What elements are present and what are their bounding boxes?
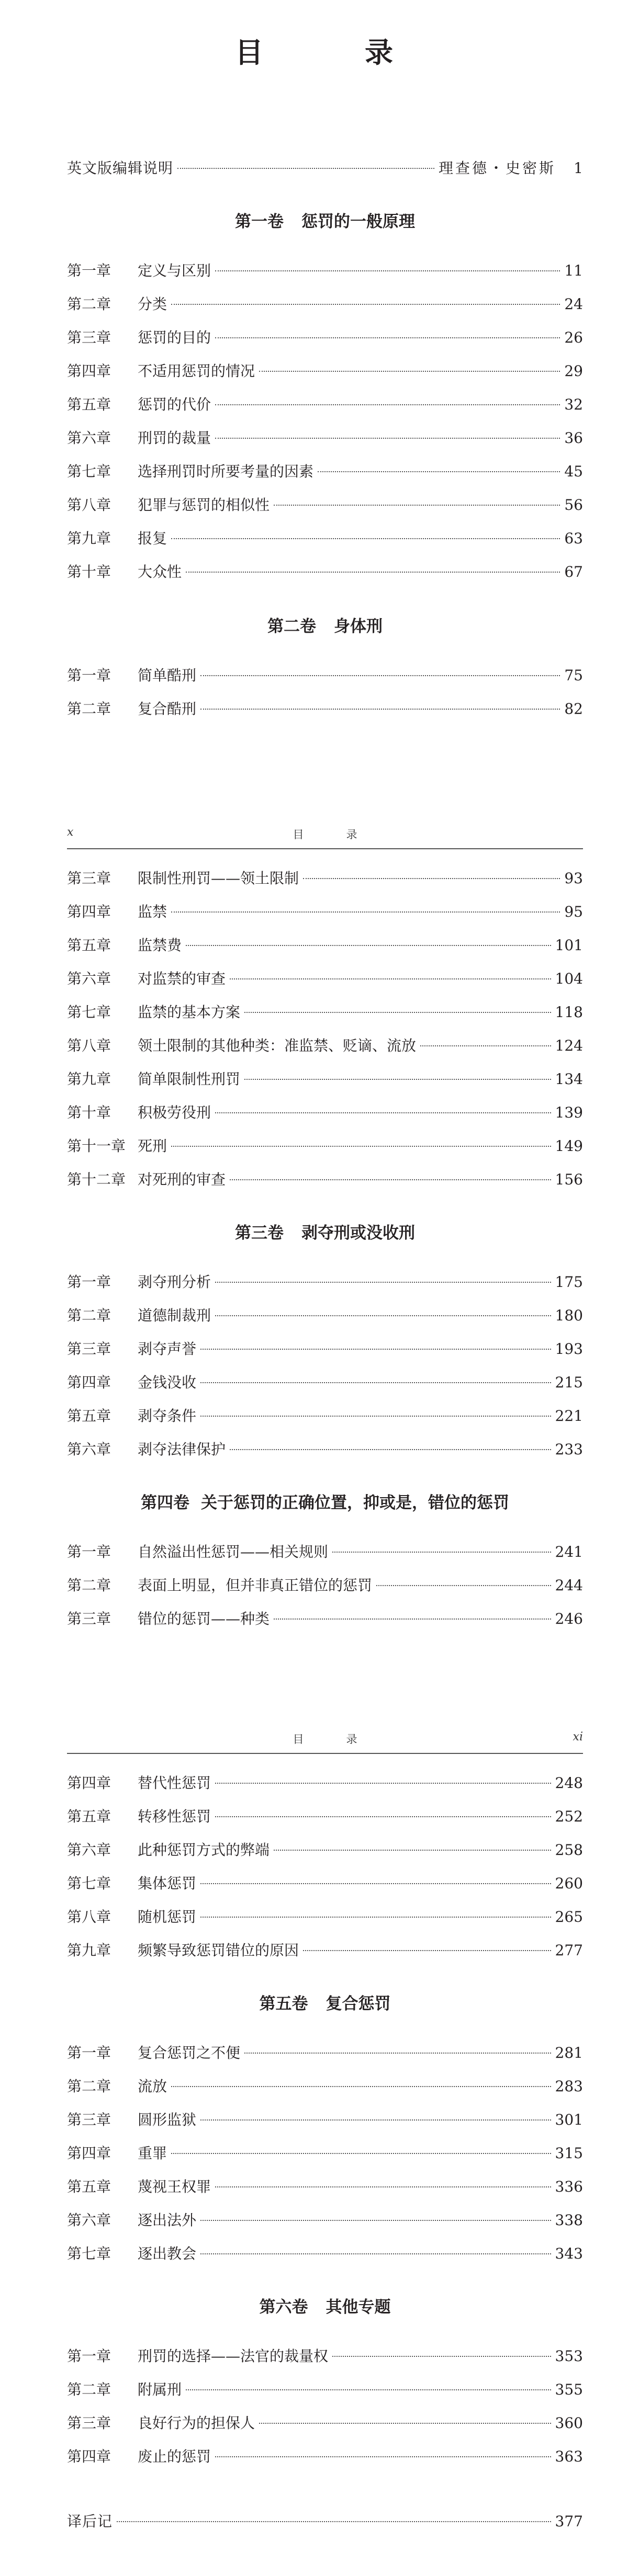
chapter-title: 转移性惩罚 — [138, 1808, 211, 1825]
running-head-page-number: xi — [573, 1730, 583, 1743]
toc-entry[interactable] — [67, 1096, 583, 1130]
chapter-title: 报复 — [138, 530, 167, 547]
toc-page-3 — [0, 1726, 628, 2576]
chapter-title: 剥夺条件 — [138, 1407, 197, 1424]
page-title: 目 录 — [235, 36, 430, 69]
entry-page-number: 175 — [555, 1273, 583, 1291]
toc-entry[interactable] — [67, 2340, 583, 2373]
chapter-number: 第八章 — [67, 1037, 111, 1054]
chapter-number: 第三章 — [67, 329, 111, 346]
entry-page-number: 124 — [555, 1037, 583, 1054]
entry-page-number: 1 — [574, 159, 583, 177]
chapter-number: 第二章 — [67, 2078, 111, 2095]
dot-leader — [200, 1416, 551, 1417]
toc-entry[interactable] — [67, 2440, 583, 2474]
chapter-title: 随机惩罚 — [138, 1908, 197, 1925]
chapter-title: 对死刑的审查 — [138, 1171, 226, 1188]
entry-page-number: 281 — [555, 2044, 583, 2061]
entry-page-number: 363 — [555, 2448, 583, 2465]
chapter-number: 第十二章 — [67, 1171, 126, 1188]
toc-entry[interactable] — [67, 1299, 583, 1332]
chapter-title: 剥夺声誉 — [138, 1340, 197, 1358]
toc-entry[interactable] — [67, 522, 583, 555]
entry-page-number: 377 — [555, 2513, 583, 2530]
chapter-title: 金钱没收 — [138, 1374, 197, 1391]
toc-entry-afterword[interactable] — [67, 2505, 583, 2538]
chapter-number: 第三章 — [67, 1610, 111, 1627]
chapter-title: 蔑视王权罪 — [138, 2178, 211, 2195]
chapter-title: 圆形监狱 — [138, 2111, 197, 2128]
chapter-title: 替代性惩罚 — [138, 1774, 211, 1792]
dot-leader — [274, 1618, 551, 1620]
chapter-list — [67, 862, 583, 1196]
dot-leader — [215, 1783, 551, 1784]
chapter-number: 第五章 — [67, 396, 111, 413]
dot-leader — [171, 538, 560, 539]
toc-entry[interactable] — [67, 2070, 583, 2103]
chapter-list — [67, 1766, 583, 1967]
chapter-title: 频繁导致惩罚错位的原因 — [138, 1942, 299, 1959]
entry-page-number: 32 — [564, 396, 583, 413]
toc-entry[interactable] — [67, 929, 583, 962]
volume-heading[interactable] — [67, 1214, 583, 1252]
dot-leader — [200, 1883, 551, 1884]
chapter-title: 分类 — [138, 295, 167, 313]
header-rule — [67, 1753, 583, 1754]
dot-leader — [230, 1449, 551, 1450]
chapter-number: 第六章 — [67, 1841, 111, 1859]
entry-page-number: 315 — [555, 2145, 583, 2162]
entry-author: 理查德・史密斯 — [438, 159, 556, 177]
volume-title: 剥夺刑或没收刑 — [301, 1224, 415, 1243]
dot-leader — [171, 304, 560, 305]
dot-leader — [177, 168, 434, 169]
chapter-title: 选择刑罚时所要考量的因素 — [138, 463, 314, 480]
chapter-title: 表面上明显，但并非真正错位的惩罚 — [138, 1577, 373, 1594]
dot-leader — [230, 1179, 551, 1180]
entry-page-number: 95 — [564, 903, 583, 920]
chapter-title: 逐出法外 — [138, 2212, 197, 2229]
chapter-number: 第五章 — [67, 1407, 111, 1424]
entry-page-number: 221 — [555, 1407, 583, 1424]
chapter-title: 剥夺法律保护 — [138, 1441, 226, 1458]
chapter-title: 此种惩罚方式的弊端 — [138, 1841, 270, 1859]
chapter-number: 第二章 — [67, 700, 111, 717]
entry-page-number: 360 — [555, 2414, 583, 2432]
toc-entry[interactable] — [67, 1399, 583, 1433]
volume-number: 第三卷 — [235, 1224, 284, 1243]
entry-page-number: 260 — [555, 1875, 583, 1892]
chapter-number: 第六章 — [67, 1441, 111, 1458]
volume-heading[interactable] — [67, 1484, 583, 1522]
entry-page-number: 193 — [555, 1340, 583, 1358]
chapter-number: 第四章 — [67, 1374, 111, 1391]
toc-list — [67, 1766, 583, 2538]
toc-entry[interactable] — [67, 1833, 583, 1867]
dot-leader — [318, 471, 560, 472]
volume-number: 第四卷 — [141, 1494, 189, 1512]
chapter-title: 集体惩罚 — [138, 1875, 197, 1892]
chapter-list — [67, 2340, 583, 2474]
entry-page-number: 248 — [555, 1774, 583, 1792]
chapter-number: 第六章 — [67, 2212, 111, 2229]
dot-leader — [259, 371, 560, 372]
chapter-title: 监禁费 — [138, 937, 182, 954]
chapter-number: 第一章 — [67, 1543, 111, 1560]
chapter-title: 自然溢出性惩罚——相关规则 — [138, 1543, 329, 1560]
toc-entry[interactable] — [67, 1130, 583, 1163]
volume-heading[interactable] — [67, 1985, 583, 2023]
toc-entry[interactable] — [67, 1332, 583, 1366]
volume-heading[interactable] — [67, 203, 583, 241]
toc-entry[interactable] — [67, 659, 583, 692]
header-rule — [67, 848, 583, 849]
dot-leader — [215, 270, 560, 271]
entry-page-number: 265 — [555, 1908, 583, 1925]
chapter-number: 第一章 — [67, 2044, 111, 2061]
toc-entry[interactable] — [67, 1163, 583, 1196]
chapter-title: 对监禁的审查 — [138, 970, 226, 987]
entry-page-number: 258 — [555, 1841, 583, 1859]
volume-title: 关于惩罚的正确位置，抑或是，错位的惩罚 — [201, 1494, 509, 1512]
toc-entry[interactable] — [67, 1900, 583, 1934]
entry-page-number: 82 — [564, 700, 583, 717]
dot-leader — [200, 709, 560, 710]
toc-entry[interactable] — [67, 1433, 583, 1466]
entry-page-number: 301 — [555, 2111, 583, 2128]
dot-leader — [274, 505, 560, 506]
chapter-title: 刑罚的裁量 — [138, 429, 211, 447]
running-head-page-number: x — [67, 826, 74, 839]
toc-entry[interactable] — [67, 2137, 583, 2170]
chapter-list — [67, 2036, 583, 2271]
dot-leader — [376, 1585, 551, 1586]
toc-entry[interactable] — [67, 1266, 583, 1299]
toc-entry[interactable] — [67, 288, 583, 321]
chapter-number: 第四章 — [67, 362, 111, 380]
toc-entry[interactable] — [67, 555, 583, 589]
dot-leader — [215, 438, 560, 439]
volume-number: 第二卷 — [267, 617, 316, 636]
toc-list — [67, 152, 583, 726]
chapter-title: 流放 — [138, 2078, 167, 2095]
toc-entry[interactable] — [67, 862, 583, 895]
running-head-title: 目 录 — [293, 1733, 373, 1746]
toc-entry[interactable] — [67, 1766, 583, 1800]
chapter-title: 错位的惩罚——种类 — [138, 1610, 270, 1627]
chapter-number: 第二章 — [67, 1577, 111, 1594]
toc-entry[interactable] — [67, 962, 583, 996]
chapter-title: 积极劳役刑 — [138, 1104, 211, 1121]
chapter-title: 大众性 — [138, 563, 182, 580]
chapter-title: 剥夺刑分析 — [138, 1273, 211, 1291]
dot-leader — [200, 2220, 551, 2221]
entry-page-number: 24 — [564, 295, 583, 313]
entry-page-number: 283 — [555, 2078, 583, 2095]
entry-page-number: 215 — [555, 1374, 583, 1391]
dot-leader — [200, 2119, 551, 2121]
chapter-title: 不适用惩罚的情况 — [138, 362, 255, 380]
volume-number: 第五卷 — [259, 1994, 308, 2013]
toc-entry[interactable] — [67, 1934, 583, 1967]
dot-leader — [200, 1917, 551, 1918]
toc-entry[interactable] — [67, 1029, 583, 1063]
chapter-list — [67, 254, 583, 589]
dot-leader — [215, 1282, 551, 1283]
dot-leader — [259, 2423, 551, 2424]
toc-entry[interactable] — [67, 1800, 583, 1833]
chapter-number: 第七章 — [67, 1875, 111, 1892]
volume-heading[interactable] — [67, 2288, 583, 2326]
chapter-number: 第三章 — [67, 870, 111, 887]
toc-entry[interactable] — [67, 1063, 583, 1096]
entry-page-number: 233 — [555, 1441, 583, 1458]
entry-page-number: 75 — [564, 667, 583, 684]
chapter-number: 第七章 — [67, 2245, 111, 2262]
dot-leader — [215, 2186, 551, 2187]
volume-number: 第六卷 — [259, 2298, 308, 2317]
chapter-title: 复合酷刑 — [138, 700, 197, 717]
entry-page-number: 139 — [555, 1104, 583, 1121]
chapter-title: 死刑 — [138, 1137, 167, 1155]
chapter-number: 第十一章 — [67, 1137, 126, 1155]
entry-page-number: 29 — [564, 362, 583, 380]
chapter-title: 简单限制性刑罚 — [138, 1070, 241, 1088]
dot-leader — [244, 2053, 551, 2054]
dot-leader — [171, 911, 560, 913]
dot-leader — [215, 1816, 551, 1817]
entry-page-number: 149 — [555, 1137, 583, 1155]
toc-entry[interactable] — [67, 2237, 583, 2271]
chapter-number: 第一章 — [67, 2347, 111, 2365]
dot-leader — [215, 337, 560, 338]
dot-leader — [303, 1950, 551, 1951]
dot-leader — [200, 1382, 551, 1383]
chapter-number: 第六章 — [67, 429, 111, 447]
toc-entry[interactable] — [67, 1602, 583, 1636]
chapter-list — [67, 659, 583, 726]
chapter-number: 第五章 — [67, 1808, 111, 1825]
running-head — [67, 821, 583, 842]
entry-page-number: 93 — [564, 870, 583, 887]
running-head-title: 目 录 — [293, 828, 373, 841]
toc-entry[interactable] — [67, 996, 583, 1029]
chapter-title: 惩罚的目的 — [138, 329, 211, 346]
chapter-number: 第一章 — [67, 667, 111, 684]
chapter-title: 犯罪与惩罚的相似性 — [138, 496, 270, 514]
dot-leader — [200, 675, 560, 676]
volume-title: 其他专题 — [326, 2298, 391, 2317]
chapter-title: 良好行为的担保人 — [138, 2414, 255, 2432]
chapter-number: 第七章 — [67, 463, 111, 480]
toc-entry[interactable] — [67, 2407, 583, 2440]
entry-page-number: 277 — [555, 1942, 583, 1959]
entry-page-number: 118 — [555, 1004, 583, 1021]
chapter-number: 第七章 — [67, 1004, 111, 1021]
toc-entry[interactable] — [67, 1366, 583, 1399]
toc-entry-preface[interactable] — [67, 152, 583, 185]
chapter-number: 第二章 — [67, 295, 111, 313]
toc-entry[interactable] — [67, 895, 583, 929]
entry-page-number: 104 — [555, 970, 583, 987]
entry-page-number: 63 — [564, 530, 583, 547]
chapter-number: 第一章 — [67, 1273, 111, 1291]
chapter-number: 第九章 — [67, 530, 111, 547]
dot-leader — [186, 945, 551, 946]
volume-title: 身体刑 — [334, 617, 383, 636]
dot-leader — [171, 2086, 551, 2087]
chapter-number: 第十章 — [67, 563, 111, 580]
toc-entry[interactable] — [67, 2373, 583, 2407]
dot-leader — [274, 1850, 551, 1851]
dot-leader — [420, 1045, 551, 1046]
toc-entry[interactable] — [67, 2170, 583, 2204]
entry-page-number: 36 — [564, 429, 583, 447]
chapter-number: 第三章 — [67, 2414, 111, 2432]
entry-page-number: 11 — [564, 262, 583, 279]
chapter-number: 第十章 — [67, 1104, 111, 1121]
toc-entry[interactable] — [67, 455, 583, 488]
toc-entry[interactable] — [67, 1535, 583, 1569]
toc-entry[interactable] — [67, 1569, 583, 1602]
chapter-number: 第九章 — [67, 1070, 111, 1088]
dot-leader — [200, 1349, 551, 1350]
chapter-title: 监禁的基本方案 — [138, 1004, 241, 1021]
toc-entry[interactable] — [67, 388, 583, 421]
toc-entry[interactable] — [67, 254, 583, 288]
chapter-number: 第二章 — [67, 2381, 111, 2398]
toc-entry[interactable] — [67, 321, 583, 355]
dot-leader — [200, 2253, 551, 2254]
dot-leader — [244, 1079, 551, 1080]
dot-leader — [332, 1552, 551, 1553]
entry-page-number: 180 — [555, 1307, 583, 1324]
entry-page-number: 338 — [555, 2212, 583, 2229]
chapter-number: 第二章 — [67, 1307, 111, 1324]
chapter-title: 逐出教会 — [138, 2245, 197, 2262]
entry-page-number: 26 — [564, 329, 583, 346]
entry-page-number: 241 — [555, 1543, 583, 1560]
chapter-title: 重罪 — [138, 2145, 167, 2162]
volume-heading[interactable] — [67, 608, 583, 645]
chapter-number: 第四章 — [67, 2145, 111, 2162]
chapter-list — [67, 1266, 583, 1466]
entry-page-number: 156 — [555, 1171, 583, 1188]
dot-leader — [186, 572, 560, 573]
toc-entry[interactable] — [67, 1867, 583, 1900]
entry-label: 英文版编辑说明 — [67, 159, 174, 177]
entry-page-number: 45 — [564, 463, 583, 480]
entry-page-number: 244 — [555, 1577, 583, 1594]
entry-page-number: 355 — [555, 2381, 583, 2398]
entry-label: 译后记 — [67, 2513, 113, 2530]
dot-leader — [215, 1112, 551, 1113]
dot-leader — [230, 978, 551, 979]
dot-leader — [332, 2356, 551, 2357]
chapter-title: 限制性刑罚——领土限制 — [138, 870, 299, 887]
toc-entry[interactable] — [67, 2204, 583, 2237]
dot-leader — [215, 404, 560, 405]
dot-leader — [303, 878, 560, 879]
entry-page-number: 252 — [555, 1808, 583, 1825]
chapter-number: 第三章 — [67, 1340, 111, 1358]
toc-entry[interactable] — [67, 488, 583, 522]
dot-leader — [244, 1012, 551, 1013]
toc-entry[interactable] — [67, 2103, 583, 2137]
entry-page-number: 353 — [555, 2347, 583, 2365]
chapter-list — [67, 1535, 583, 1636]
toc-entry[interactable] — [67, 421, 583, 455]
volume-title: 惩罚的一般原理 — [301, 212, 415, 231]
toc-list — [67, 862, 583, 1636]
entry-page-number: 67 — [564, 563, 583, 580]
chapter-title: 附属刑 — [138, 2381, 182, 2398]
chapter-number: 第八章 — [67, 1908, 111, 1925]
dot-leader — [215, 1315, 551, 1316]
chapter-number: 第一章 — [67, 262, 111, 279]
toc-entry[interactable] — [67, 2036, 583, 2070]
chapter-number: 第四章 — [67, 2448, 111, 2465]
chapter-title: 道德制裁刑 — [138, 1307, 211, 1324]
dot-leader — [171, 2153, 551, 2154]
entry-page-number: 56 — [564, 496, 583, 514]
dot-leader — [171, 1146, 551, 1147]
entry-page-number: 343 — [555, 2245, 583, 2262]
toc-entry[interactable] — [67, 355, 583, 388]
dot-leader — [215, 2456, 551, 2457]
chapter-number: 第五章 — [67, 937, 111, 954]
chapter-title: 惩罚的代价 — [138, 396, 211, 413]
toc-page-1 — [0, 0, 628, 774]
entry-page-number: 336 — [555, 2178, 583, 2195]
running-head — [67, 1726, 583, 1747]
chapter-title: 领土限制的其他种类：准监禁、贬谪、流放 — [138, 1037, 417, 1054]
chapter-number: 第三章 — [67, 2111, 111, 2128]
toc-entry[interactable] — [67, 692, 583, 726]
entry-page-number: 134 — [555, 1070, 583, 1088]
toc-page-2 — [0, 821, 628, 1694]
chapter-title: 刑罚的选择——法官的裁量权 — [138, 2347, 329, 2365]
entry-page-number: 101 — [555, 937, 583, 954]
chapter-title: 简单酷刑 — [138, 667, 197, 684]
chapter-title: 复合惩罚之不便 — [138, 2044, 241, 2061]
dot-leader — [186, 2389, 551, 2390]
volume-title: 复合惩罚 — [326, 1994, 391, 2013]
dot-leader — [117, 2521, 551, 2522]
chapter-number: 第九章 — [67, 1942, 111, 1959]
chapter-number: 第五章 — [67, 2178, 111, 2195]
chapter-title: 废止的惩罚 — [138, 2448, 211, 2465]
volume-number: 第一卷 — [235, 212, 284, 231]
chapter-number: 第四章 — [67, 1774, 111, 1792]
entry-page-number: 246 — [555, 1610, 583, 1627]
chapter-number: 第八章 — [67, 496, 111, 514]
chapter-number: 第四章 — [67, 903, 111, 920]
chapter-number: 第六章 — [67, 970, 111, 987]
chapter-title: 定义与区别 — [138, 262, 211, 279]
chapter-title: 监禁 — [138, 903, 167, 920]
